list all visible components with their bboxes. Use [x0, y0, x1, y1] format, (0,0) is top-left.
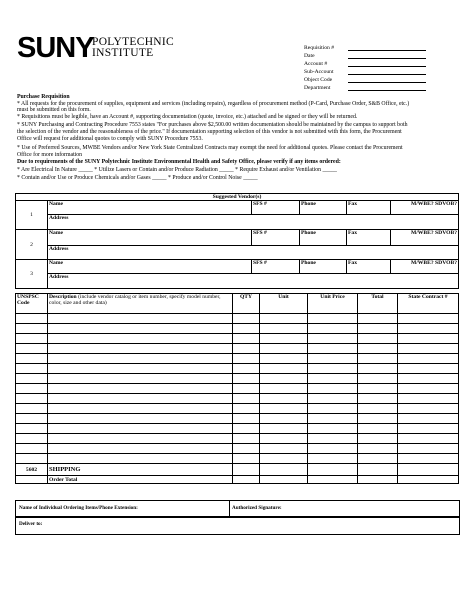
- unit-price-cell[interactable]: [308, 414, 358, 424]
- qty-header: QTY: [233, 294, 260, 314]
- vendor-fax-field[interactable]: Fax: [347, 230, 391, 246]
- vendor-phone-field[interactable]: Phone: [300, 230, 347, 246]
- unit-cell[interactable]: [260, 334, 308, 344]
- item-row: [16, 374, 459, 384]
- purchase-requisition-heading: Purchase Requisition: [17, 94, 70, 100]
- instruction-line: * All requests for the procurement of supplies, equipment and services (including repairs), regardless of procurement method (P-Card, Purchase Order, S&B Office, etc.): [17, 101, 410, 107]
- unit-price-header: Unit Price: [308, 294, 358, 314]
- item-row: [16, 324, 459, 334]
- qty-cell[interactable]: [233, 314, 260, 324]
- order-total-blank-cell: [398, 476, 459, 484]
- unit-price-cell[interactable]: [308, 324, 358, 334]
- vendor-address-field[interactable]: Address: [48, 246, 459, 260]
- total-cell[interactable]: [358, 354, 398, 364]
- vendor-fax-field[interactable]: Fax: [347, 201, 391, 215]
- state-contract-cell[interactable]: [398, 354, 459, 364]
- total-cell[interactable]: [358, 394, 398, 404]
- sub-account-label: Sub-Account: [304, 69, 334, 75]
- shipping-state-contract-cell[interactable]: [398, 464, 459, 476]
- total-cell[interactable]: [358, 374, 398, 384]
- order-total-value-cell[interactable]: [358, 476, 398, 484]
- vendor-fax-field[interactable]: Fax: [347, 260, 391, 274]
- shipping-label: SHIPPING: [48, 464, 233, 476]
- state-contract-cell[interactable]: [398, 364, 459, 374]
- description-cell[interactable]: [48, 404, 233, 414]
- instruction-line: * Use of Preferred Sources, MWBE Vendors and/or New York State Centralized Contracts may exempt the need for additional quotes. Please contact the Procurement: [17, 145, 403, 151]
- unit-cell[interactable]: [260, 374, 308, 384]
- qty-cell[interactable]: [233, 334, 260, 344]
- total-header: Total: [358, 294, 398, 314]
- shipping-qty-cell[interactable]: [233, 464, 260, 476]
- vendor-address-field[interactable]: Address: [48, 215, 459, 230]
- unit-cell[interactable]: [260, 314, 308, 324]
- date-label: Date: [304, 53, 315, 59]
- qty-cell[interactable]: [233, 424, 260, 434]
- polytechnic-institute-wordmark: [92, 37, 174, 59]
- unspsc-code-cell[interactable]: [16, 414, 48, 424]
- ehs-line: * Are Electrical In Nature _____ * Utilize Lasers or Contain and/or Produce Radiation _____ * Require Exhaust and/or Ventilation _____: [17, 167, 337, 173]
- total-cell[interactable]: [358, 384, 398, 394]
- order-total-blank-cell: [16, 476, 48, 484]
- unit-price-cell[interactable]: [308, 314, 358, 324]
- suggested-vendors-table: [15, 193, 459, 289]
- state-contract-cell[interactable]: [398, 324, 459, 334]
- unit-price-cell[interactable]: [308, 444, 358, 454]
- account-number-label: Account #: [304, 61, 328, 67]
- description-cell[interactable]: [48, 434, 233, 444]
- qty-cell[interactable]: [233, 414, 260, 424]
- unspsc-code-cell[interactable]: [16, 434, 48, 444]
- unit-cell[interactable]: [260, 354, 308, 364]
- unit-cell[interactable]: [260, 394, 308, 404]
- state-contract-cell[interactable]: [398, 334, 459, 344]
- unit-cell[interactable]: [260, 364, 308, 374]
- item-row: [16, 414, 459, 424]
- unit-price-cell[interactable]: [308, 384, 358, 394]
- object-code-label: Object Code: [304, 77, 333, 83]
- state-contract-cell[interactable]: [398, 344, 459, 354]
- qty-cell[interactable]: [233, 434, 260, 444]
- vendor-phone-field[interactable]: Phone: [300, 201, 347, 215]
- order-total-label: Order Total: [48, 476, 233, 484]
- vendor-name-field[interactable]: Name: [48, 260, 252, 274]
- unit-header: Unit: [260, 294, 308, 314]
- unit-price-cell[interactable]: [308, 394, 358, 404]
- unit-price-cell[interactable]: [308, 434, 358, 444]
- qty-cell[interactable]: [233, 444, 260, 454]
- authorized-signature-field[interactable]: [232, 501, 457, 517]
- item-row: [16, 454, 459, 464]
- order-total-row: [16, 476, 459, 484]
- description-cell[interactable]: [48, 344, 233, 354]
- item-row: [16, 344, 459, 354]
- instruction-line: * SUNY Purchasing and Contracting Procedure 7553 states "For purchases above $2,500.00 written documentation should be maintained by the campus to support both: [17, 122, 408, 128]
- unit-cell[interactable]: [260, 344, 308, 354]
- item-row: [16, 404, 459, 414]
- unspsc-code-cell[interactable]: [16, 354, 48, 364]
- object-code-field[interactable]: [348, 82, 426, 83]
- unit-price-cell[interactable]: [308, 374, 358, 384]
- unspsc-code-cell[interactable]: [16, 404, 48, 414]
- description-cell[interactable]: [48, 314, 233, 324]
- description-cell[interactable]: [48, 324, 233, 334]
- description-cell[interactable]: [48, 364, 233, 374]
- unit-price-cell[interactable]: [308, 354, 358, 364]
- vendor-phone-field[interactable]: Phone: [300, 260, 347, 274]
- qty-cell[interactable]: [233, 384, 260, 394]
- items-table: [15, 293, 459, 484]
- qty-cell[interactable]: [233, 404, 260, 414]
- department-field[interactable]: [348, 90, 426, 91]
- unit-cell[interactable]: [260, 414, 308, 424]
- unit-price-cell[interactable]: [308, 454, 358, 464]
- state-contract-cell[interactable]: [398, 374, 459, 384]
- description-cell[interactable]: [48, 454, 233, 464]
- unspsc-code-cell[interactable]: [16, 424, 48, 434]
- item-row: [16, 354, 459, 364]
- description-cell[interactable]: [48, 414, 233, 424]
- unit-price-cell[interactable]: [308, 424, 358, 434]
- order-total-blank-cell: [260, 476, 308, 484]
- total-cell[interactable]: [358, 424, 398, 434]
- total-cell[interactable]: [358, 434, 398, 444]
- description-header-note: (include vendor catalog or item number, specify model number, color, size and other data): [49, 294, 221, 306]
- vendor-number: 1: [16, 201, 48, 230]
- requisition-number-label: Requisition #: [304, 45, 334, 51]
- vendor-name-field[interactable]: Name: [48, 201, 252, 215]
- state-contract-cell[interactable]: [398, 444, 459, 454]
- state-contract-cell[interactable]: [398, 414, 459, 424]
- sub-account-field[interactable]: [348, 74, 426, 75]
- instruction-line: Office will request for additional quotes to comply with SUNY Procedure 7553.: [17, 136, 203, 142]
- vendor-sfs-field[interactable]: SFS #: [252, 230, 300, 246]
- total-cell[interactable]: [358, 454, 398, 464]
- item-row: [16, 314, 459, 324]
- order-total-blank-cell: [308, 476, 358, 484]
- item-row: [16, 434, 459, 444]
- description-header-title: Description: [49, 294, 77, 300]
- item-row: [16, 364, 459, 374]
- ordering-name-field[interactable]: [20, 501, 228, 517]
- account-number-field[interactable]: [348, 66, 426, 67]
- vendor-address-field[interactable]: Address: [48, 274, 459, 289]
- total-cell[interactable]: [358, 344, 398, 354]
- unspsc-code-cell[interactable]: [16, 384, 48, 394]
- shipping-code: 5602: [16, 464, 48, 476]
- state-contract-cell[interactable]: [398, 384, 459, 394]
- description-cell[interactable]: [48, 394, 233, 404]
- total-cell[interactable]: [358, 324, 398, 334]
- instruction-line: the selection of the vendor and the reasonableness of the price." If documentation supporting selection of this vendor is not submitted with this form, the Procurement: [17, 129, 402, 135]
- description-header: [48, 294, 233, 314]
- unspsc-code-cell[interactable]: [16, 374, 48, 384]
- description-cell[interactable]: [48, 444, 233, 454]
- department-label: Department: [304, 85, 331, 91]
- state-contract-cell[interactable]: [398, 434, 459, 444]
- date-field[interactable]: [348, 58, 426, 59]
- authorized-signature-label: Authorized Signature:: [232, 505, 282, 511]
- unspsc-code-cell[interactable]: [16, 394, 48, 404]
- item-row: [16, 384, 459, 394]
- unit-cell[interactable]: [260, 444, 308, 454]
- instruction-line: * Requisitions must be legible, have an Account #, supporting documentation (quote, invoice, etc.) attached and be signed or they will be returned.: [17, 114, 358, 120]
- vendor-mwbe-sdvob-field[interactable]: M/WBE? SDVOB?: [391, 260, 459, 274]
- item-row: [16, 394, 459, 404]
- item-row: [16, 334, 459, 344]
- instruction-line: must be submitted on this form.: [17, 107, 91, 113]
- item-rows: [16, 314, 459, 464]
- unspsc-code-cell[interactable]: [16, 344, 48, 354]
- suny-logo-wordmark: SUNY: [17, 32, 94, 64]
- vendor-mwbe-sdvob-field[interactable]: M/WBE? SDVOB?: [391, 201, 459, 215]
- qty-cell[interactable]: [233, 354, 260, 364]
- total-cell[interactable]: [358, 444, 398, 454]
- state-contract-cell[interactable]: [398, 314, 459, 324]
- qty-cell[interactable]: [233, 374, 260, 384]
- shipping-total-cell[interactable]: [358, 464, 398, 476]
- qty-cell[interactable]: [233, 344, 260, 354]
- total-cell[interactable]: [358, 314, 398, 324]
- qty-cell[interactable]: [233, 324, 260, 334]
- ehs-heading: Due to requirements of the SUNY Polytechnic Institute Environmental Health and Safety Office, please verify if any items ordered:: [17, 159, 341, 165]
- shipping-unit-price-cell[interactable]: [308, 464, 358, 476]
- footer-divider: [229, 501, 230, 517]
- unit-price-cell[interactable]: [308, 344, 358, 354]
- deliver-to-box[interactable]: [15, 516, 460, 535]
- vendor-sfs-field[interactable]: SFS #: [252, 201, 300, 215]
- suggested-vendors-title: Suggested Vendor(s): [16, 194, 459, 201]
- vendor-name-field[interactable]: Name: [48, 230, 252, 246]
- unit-price-cell[interactable]: [308, 404, 358, 414]
- total-cell[interactable]: [358, 334, 398, 344]
- unspsc-code-cell[interactable]: [16, 314, 48, 324]
- ehs-line: * Contain and/or Use or Produce Chemicals and/or Gases _____ * Produce and/or Control Noise _____: [17, 175, 258, 181]
- unspsc-code-header: UNSPSC Code: [16, 294, 48, 314]
- state-contract-cell[interactable]: [398, 424, 459, 434]
- description-cell[interactable]: [48, 384, 233, 394]
- total-cell[interactable]: [358, 414, 398, 424]
- unit-cell[interactable]: [260, 424, 308, 434]
- unit-price-cell[interactable]: [308, 364, 358, 374]
- vendor-sfs-field[interactable]: SFS #: [252, 260, 300, 274]
- description-cell[interactable]: [48, 334, 233, 344]
- description-cell[interactable]: [48, 354, 233, 364]
- unit-cell[interactable]: [260, 384, 308, 394]
- ordering-name-label: Name of Individual Ordering Items/Phone Extension:: [19, 505, 138, 511]
- unspsc-code-cell[interactable]: [16, 364, 48, 374]
- item-row: [16, 444, 459, 454]
- instruction-line: Office for more information: [17, 152, 83, 158]
- unspsc-code-cell[interactable]: [16, 444, 48, 454]
- unit-cell[interactable]: [260, 324, 308, 334]
- unit-cell[interactable]: [260, 454, 308, 464]
- unit-price-cell[interactable]: [308, 334, 358, 344]
- qty-cell[interactable]: [233, 454, 260, 464]
- requisition-number-field[interactable]: [348, 50, 426, 51]
- description-cell[interactable]: [48, 424, 233, 434]
- unspsc-code-cell[interactable]: [16, 454, 48, 464]
- vendor-number: 2: [16, 230, 48, 260]
- state-contract-header: State Contract #: [398, 294, 459, 314]
- deliver-to-label: Deliver to:: [19, 521, 43, 527]
- state-contract-cell[interactable]: [398, 394, 459, 404]
- state-contract-cell[interactable]: [398, 404, 459, 414]
- logo-line-1: POLYTECHNIC: [92, 36, 175, 48]
- shipping-unit-cell[interactable]: [260, 464, 308, 476]
- qty-cell[interactable]: [233, 394, 260, 404]
- qty-cell[interactable]: [233, 364, 260, 374]
- description-cell[interactable]: [48, 374, 233, 384]
- item-row: [16, 424, 459, 434]
- total-cell[interactable]: [358, 364, 398, 374]
- state-contract-cell[interactable]: [398, 454, 459, 464]
- unspsc-code-cell[interactable]: [16, 334, 48, 344]
- unspsc-code-cell[interactable]: [16, 324, 48, 334]
- order-total-blank-cell: [233, 476, 260, 484]
- unit-cell[interactable]: [260, 404, 308, 414]
- unit-cell[interactable]: [260, 434, 308, 444]
- total-cell[interactable]: [358, 404, 398, 414]
- vendor-mwbe-sdvob-field[interactable]: M/WBE? SDVOB?: [391, 230, 459, 246]
- logo-line-2: INSTITUTE: [92, 47, 154, 59]
- vendor-number: 3: [16, 260, 48, 289]
- shipping-row: [16, 464, 459, 476]
